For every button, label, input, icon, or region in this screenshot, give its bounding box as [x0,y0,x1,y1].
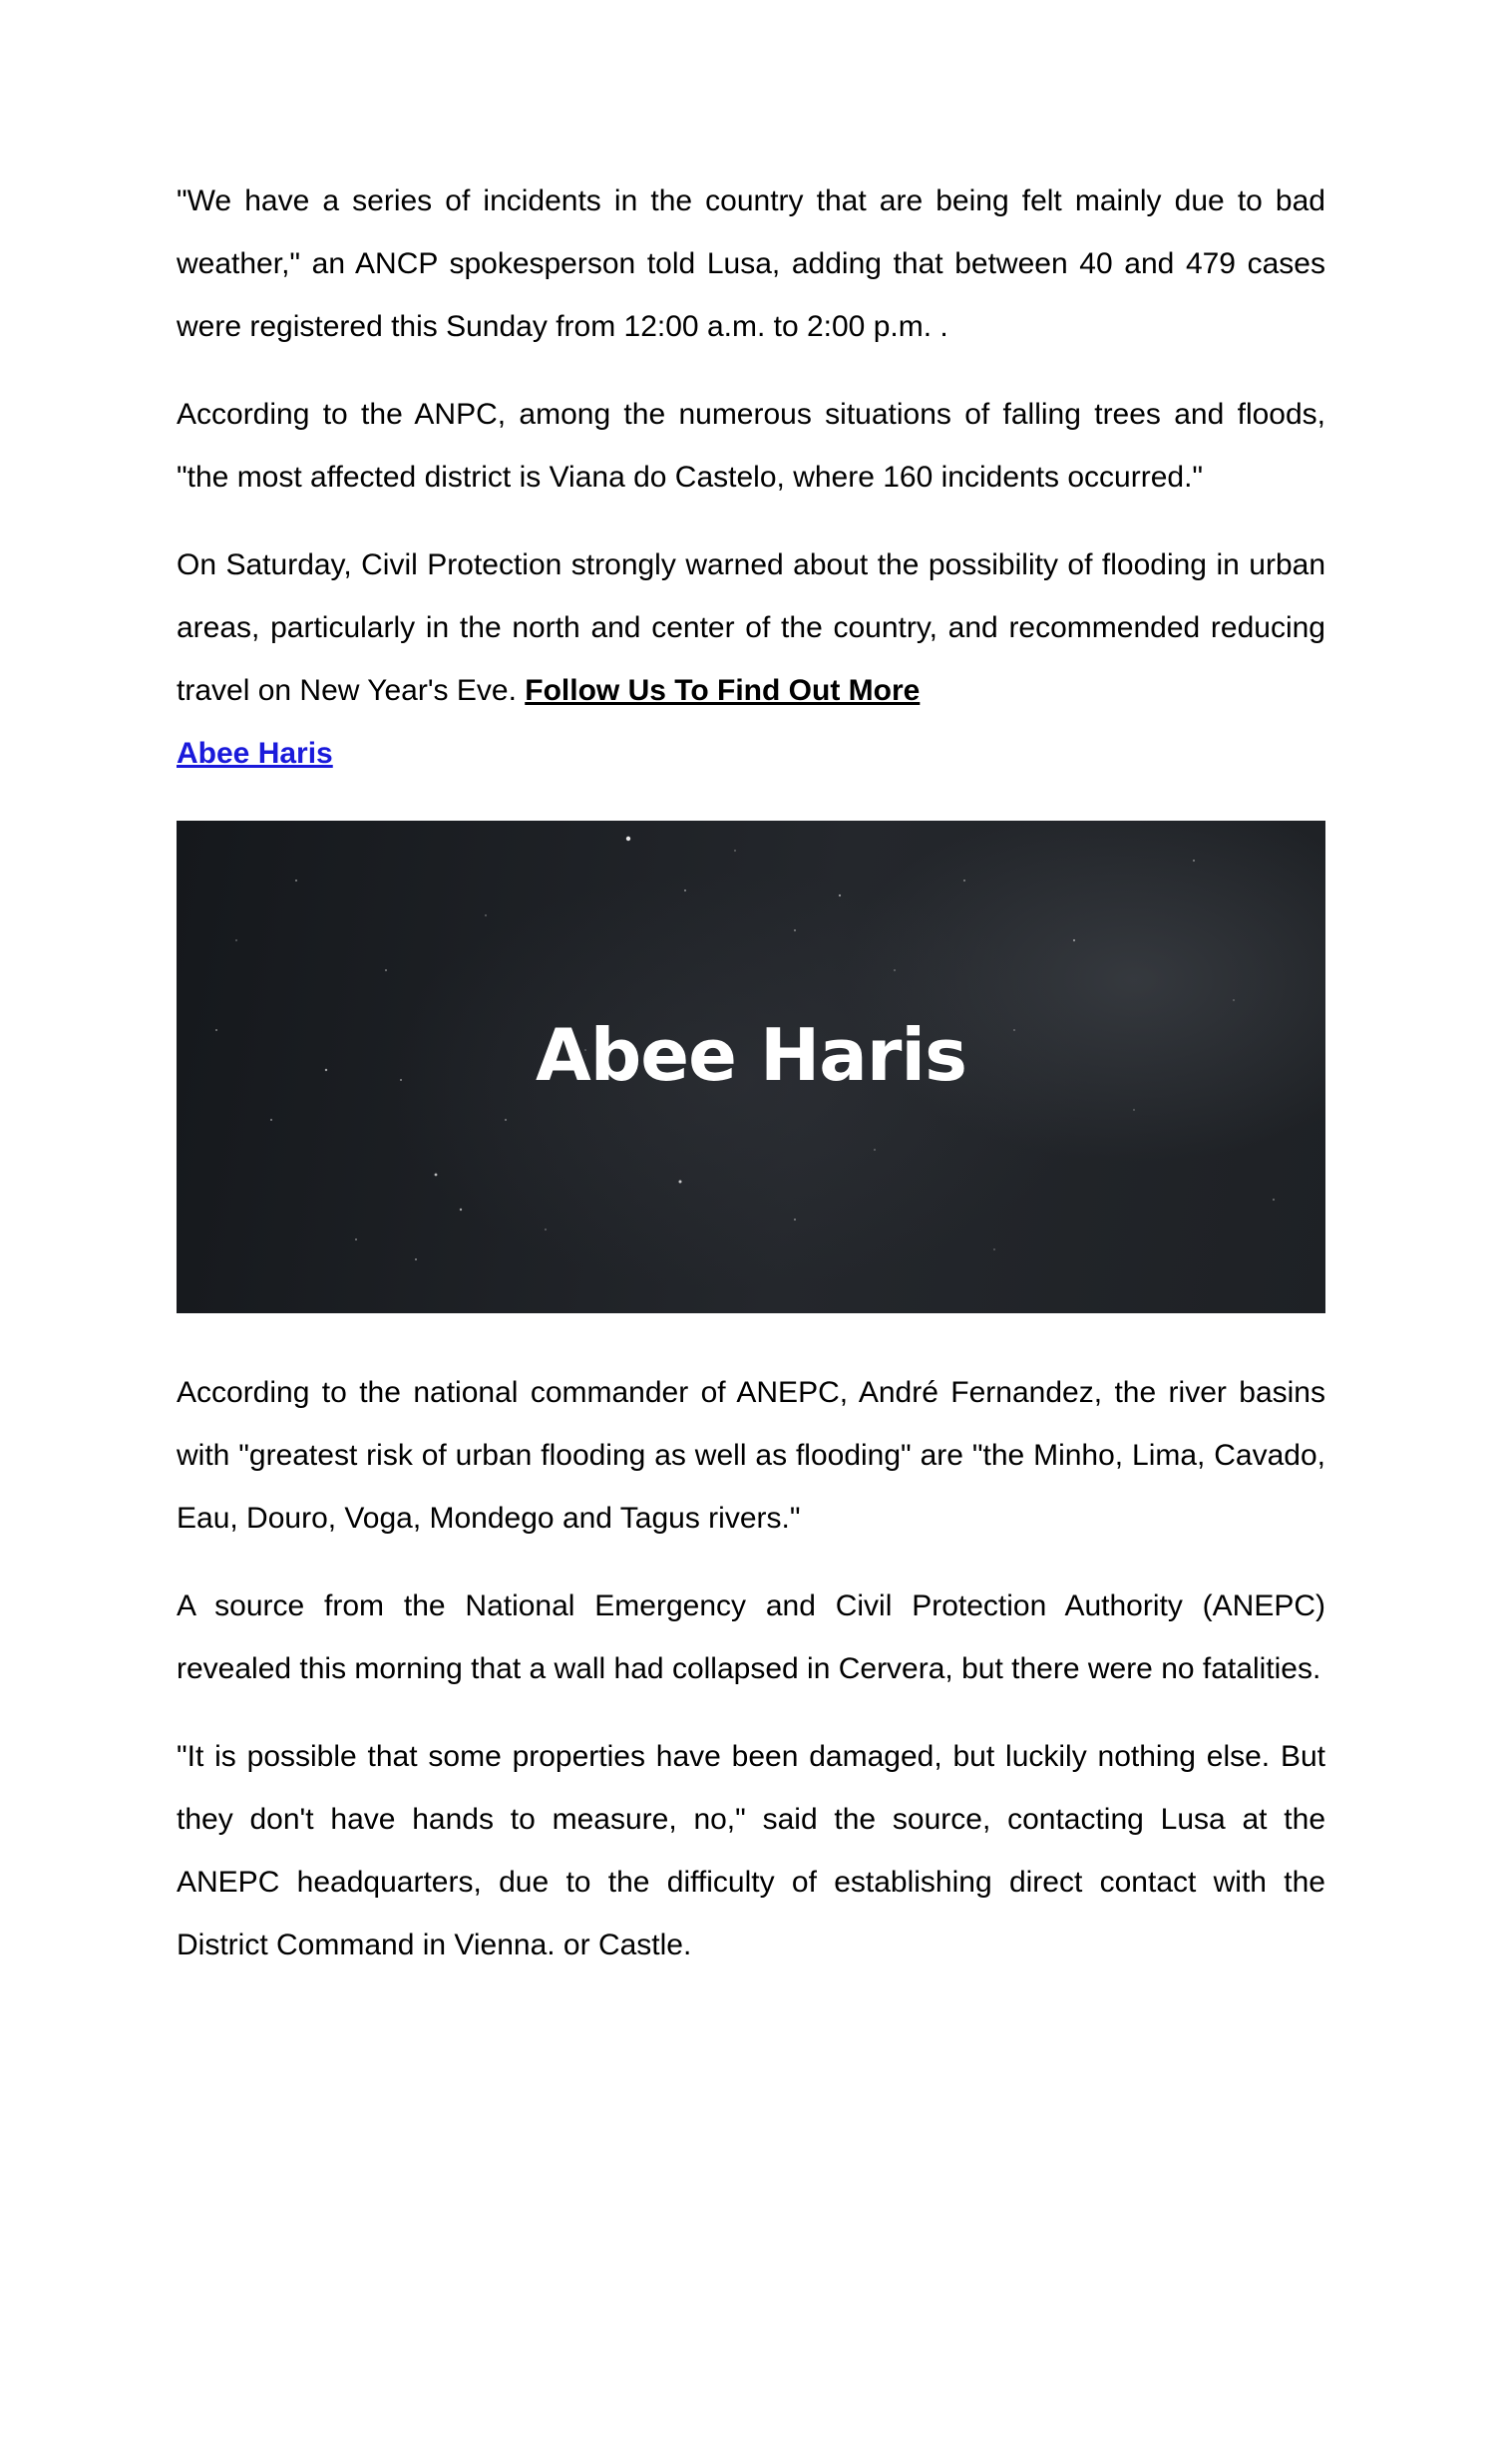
banner-title: Abee Haris [536,1013,966,1097]
paragraph-civil-protection [177,533,1325,785]
paragraph-affected-district: According to the ANPC, among the numerous situations of falling trees and floods, "the most affected district is Viana do Castelo, where 160 incidents occurred." [177,398,1325,494]
paragraph-civil-protection-text: On Saturday, Civil Protection strongly warned about the possibility of flooding in urban areas, particularly in the north and center of the country, and recommended reducing travel on New Year's Eve. [177,548,1325,707]
paragraph-incidents: "We have a series of incidents in the country that are being felt mainly due to bad weather," an ANCP spokesperson told Lusa, adding that between 40 and 479 cases were registered this Sunday from 12:00 a.m. to 2:00 p.m. . [177,184,1325,343]
follow-us-link[interactable]: Follow Us To Find Out More [525,674,921,707]
author-link[interactable]: Abee Haris [177,737,333,770]
paragraph-river-basins: According to the national commander of ANEPC, André Fernandez, the river basins with "greatest risk of urban flooding as well as flooding" are "the Minho, Lima, Cavado, Eau, Douro, Voga, Mondego and Tagus rivers." [177,1376,1325,1535]
paragraph-source-quote: "It is possible that some properties have been damaged, but luckily nothing else. But they don't have hands to measure, no," said the source, contacting Lusa at the ANEPC headquarters, due to the difficulty of establishing direct contact with the District Command in Vienna. or Castle. [177,1740,1325,1961]
paragraph-wall-collapse: A source from the National Emergency and Civil Protection Authority (ANEPC) revealed this morning that a wall had collapsed in Cervera, but there were no fatalities. [177,1589,1325,1685]
author-banner-image [177,821,1325,1313]
article-body [177,170,1325,2001]
